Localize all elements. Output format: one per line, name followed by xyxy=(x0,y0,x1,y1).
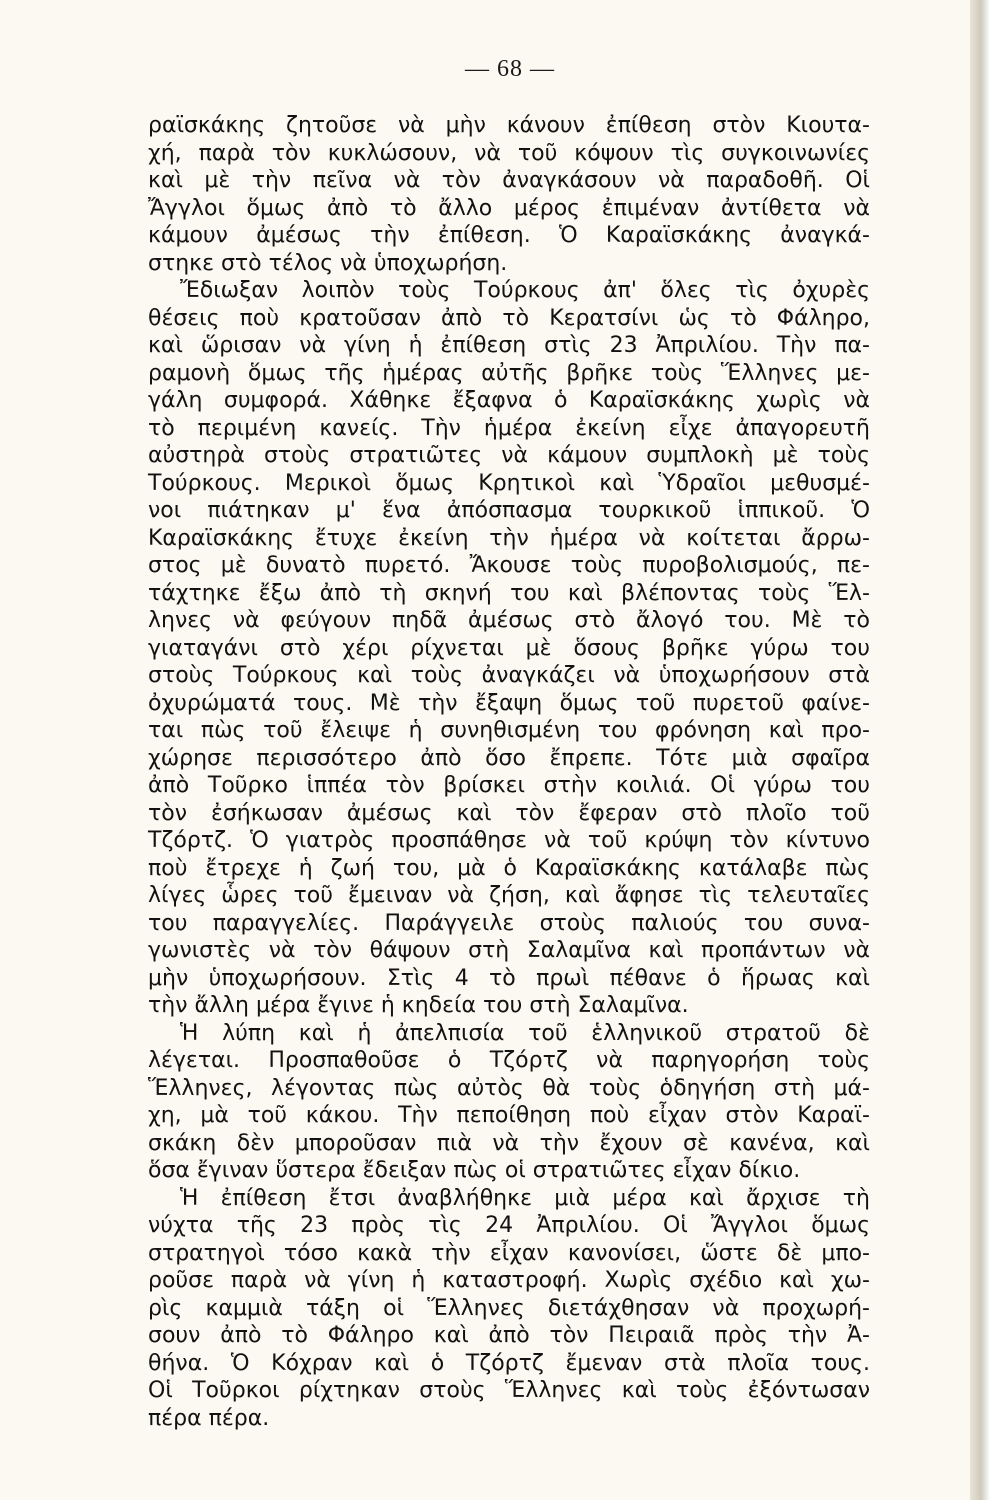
text-line: χη, μὰ τοῦ κάκου. Τὴν πεποίθηση ποὺ εἶχαν στὸν Καραϊ- xyxy=(148,1103,870,1128)
text-line: χώρησε περισσότερο ἀπὸ ὅσο ἔπρεπε. Τότε μιὰ σφαῖρα xyxy=(148,745,870,771)
paragraph xyxy=(148,277,870,1020)
text-line: γάλη συμφορά. Χάθηκε ἔξαφνα ὁ Καραϊσκάκης χωρὶς νὰ xyxy=(148,388,870,413)
paragraph xyxy=(148,112,870,277)
text-line: Ἔδιωξαν λοιπὸν τοὺς Τούρκους ἀπ' ὅλες τὶς ὀχυρὲς xyxy=(180,278,870,303)
text-line: ροῦσε παρὰ νὰ γίνη ἡ καταστροφή. Χωρὶς σχέδιο καὶ χω- xyxy=(148,1268,870,1293)
text-line: Καραϊσκάκης ἔτυχε ἐκείνη τὴν ἡμέρα νὰ κοίτεται ἄρρω- xyxy=(148,525,870,551)
text-line: στηκε στὸ τέλος νὰ ὑποχωρήση. xyxy=(148,250,508,276)
text-line: ρὶς καμμιὰ τάξη οἱ Ἕλληνες διετάχθησαν νὰ προχωρή- xyxy=(148,1295,870,1321)
text-line: πέρα πέρα. xyxy=(148,1405,270,1431)
text-line: μὴν ὑποχωρήσουν. Στὶς 4 τὸ πρωὶ πέθανε ὁ ἥρωας καὶ xyxy=(148,965,870,991)
text-line: ὀχυρώματά τους. Μὲ τὴν ἔξαψη ὅμως τοῦ πυρετοῦ φαίνε- xyxy=(148,690,870,716)
text-line: καὶ ὥρισαν νὰ γίνη ἡ ἐπίθεση στὶς 23 Ἀπριλίου. Τὴν πα- xyxy=(148,333,870,358)
text-line: σουν ἀπὸ τὸ Φάληρο καὶ ἀπὸ τὸν Πειραιᾶ πρὸς τὴν Ἀ- xyxy=(148,1323,870,1348)
text-line: θήνα. Ὁ Κόχραν καὶ ὁ Τζόρτζ ἔμεναν στὰ πλοῖα τους. xyxy=(148,1350,870,1376)
paragraph xyxy=(148,1185,870,1433)
text-line: αὐστηρὰ στοὺς στρατιῶτες νὰ κάμουν συμπλοκὴ μὲ τοὺς xyxy=(148,443,870,468)
text-line: γιαταγάνι στὸ χέρι ρίχνεται μὲ ὅσους βρῆκε γύρω του xyxy=(148,635,870,661)
text-line: λίγες ὧρες τοῦ ἔμειναν νὰ ζήση, καὶ ἄφησε τὶς τελευταῖες xyxy=(148,883,870,908)
text-line: στοὺς Τούρκους καὶ τοὺς ἀναγκάζει νὰ ὑποχωρήσουν στὰ xyxy=(148,663,870,688)
text-line: χή, παρὰ τὸν κυκλώσουν, νὰ τοῦ κόψουν τὶς συγκοινωνίες xyxy=(148,140,870,166)
text-line: Ἡ λύπη καὶ ἡ ἀπελπισία τοῦ ἑλληνικοῦ στρατοῦ δὲ xyxy=(180,1020,870,1046)
text-line: θέσεις ποὺ κρατοῦσαν ἀπὸ τὸ Κερατσίνι ὡς τὸ Φάληρο, xyxy=(148,305,870,331)
text-line: Τούρκους. Μερικοὶ ὅμως Κρητικοὶ καὶ Ὑδραῖοι μεθυσμέ- xyxy=(148,470,870,496)
text-line: γωνιστὲς νὰ τὸν θάψουν στὴ Σαλαμῖνα καὶ προπάντων νὰ xyxy=(148,938,870,963)
text-line: καὶ μὲ τὴν πεῖνα νὰ τὸν ἀναγκάσουν νὰ παραδοθῆ. Οἱ xyxy=(148,168,870,193)
text-line: ποὺ ἔτρεχε ἡ ζωή του, μὰ ὁ Καραϊσκάκης κατάλαβε πὼς xyxy=(148,855,870,881)
text-line: Ἄγγλοι ὅμως ἀπὸ τὸ ἄλλο μέρος ἐπιμέναν ἀντίθετα νὰ xyxy=(148,195,870,221)
text-line: ται πὼς τοῦ ἔλειψε ἡ συνηθισμένη του φρόνηση καὶ προ- xyxy=(148,718,870,743)
text-line: λέγεται. Προσπαθοῦσε ὁ Τζόρτζ νὰ παρηγορήση τοὺς xyxy=(148,1048,870,1073)
text-line: τὴν ἄλλη μέρα ἔγινε ἡ κηδεία του στὴ Σαλαμῖνα. xyxy=(148,993,689,1018)
page-number: — 68 — xyxy=(465,56,555,82)
text-line: Οἱ Τοῦρκοι ρίχτηκαν στοὺς Ἕλληνες καὶ τοὺς ἐξόντωσαν xyxy=(148,1378,870,1403)
text-line: νοι πιάτηκαν μ' ἕνα ἀπόσπασμα τουρκικοῦ ἱππικοῦ. Ὁ xyxy=(148,498,870,523)
text-line: στος μὲ δυνατὸ πυρετό. Ἄκουσε τοὺς πυροβολισμούς, πε- xyxy=(148,553,870,578)
paragraph xyxy=(148,1020,870,1185)
text-line: ἀπὸ Τοῦρκο ἱππέα τὸν βρίσκει στὴν κοιλιά. Οἱ γύρω του xyxy=(148,773,870,798)
text-line: νύχτα τῆς 23 πρὸς τὶς 24 Ἀπριλίου. Οἱ Ἄγγλοι ὅμως xyxy=(148,1213,870,1238)
text-line: Ἡ ἐπίθεση ἔτσι ἀναβλήθηκε μιὰ μέρα καὶ ἄρχισε τὴ xyxy=(180,1185,870,1211)
text-line: ραμονὴ ὅμως τῆς ἡμέρας αὐτῆς βρῆκε τοὺς Ἕλληνες με- xyxy=(148,360,870,386)
text-line: ὅσα ἔγιναν ὕστερα ἔδειξαν πὼς οἱ στρατιῶτες εἶχαν δίκιο. xyxy=(148,1158,801,1183)
text-line: τάχτηκε ἔξω ἀπὸ τὴ σκηνή του καὶ βλέποντας τοὺς Ἕλ- xyxy=(148,580,870,606)
body-text xyxy=(148,112,870,1432)
text-line: κάμουν ἀμέσως τὴν ἐπίθεση. Ὁ Καραϊσκάκης ἀναγκά- xyxy=(148,223,870,248)
text-line: του παραγγελίες. Παράγγειλε στοὺς παλιούς του συνα- xyxy=(148,910,870,936)
text-line: ληνες νὰ φεύγουν πηδᾶ ἀμέσως στὸ ἄλογό του. Μὲ τὸ xyxy=(148,608,870,633)
text-line: στρατηγοὶ τόσο κακὰ τὴν εἶχαν κανονίσει, ὥστε δὲ μπο- xyxy=(148,1240,870,1266)
text-line: τὸ περιμένη κανείς. Τὴν ἡμέρα ἐκείνη εἶχε ἀπαγορευτῆ xyxy=(148,415,870,441)
text-line: Ἕλληνες, λέγοντας πὼς αὐτὸς θὰ τοὺς ὁδηγήση στὴ μά- xyxy=(148,1075,870,1101)
text-line: Τζόρτζ. Ὁ γιατρὸς προσπάθησε νὰ τοῦ κρύψη τὸν κίντυνο xyxy=(148,828,870,853)
text-line: σκάκη δὲν μποροῦσαν πιὰ νὰ τὴν ἔχουν σὲ κανένα, καὶ xyxy=(148,1130,870,1156)
text-line: τὸν ἐσήκωσαν ἀμέσως καὶ τὸν ἔφεραν στὸ πλοῖο τοῦ xyxy=(148,800,870,826)
page-edge xyxy=(970,0,990,1500)
text-line: ραϊσκάκης ζητοῦσε νὰ μὴν κάνουν ἐπίθεση στὸν Κιουτα- xyxy=(148,113,870,138)
